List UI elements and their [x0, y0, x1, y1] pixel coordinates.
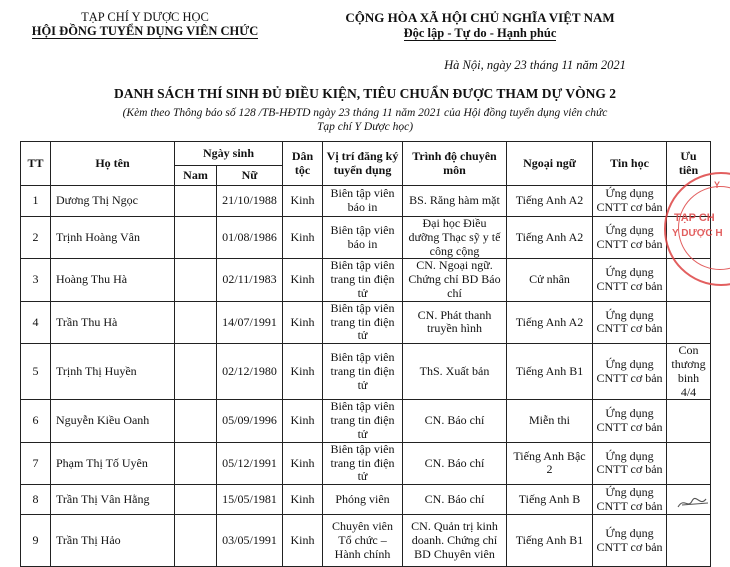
cell-priority — [667, 442, 711, 484]
cell-it: Ứng dụng CNTT cơ bản — [593, 442, 667, 484]
signature-scribble-icon — [676, 495, 712, 511]
cell-language: Tiếng Anh B1 — [507, 344, 593, 400]
candidate-table — [20, 141, 711, 567]
cell-position: Phóng viên — [323, 485, 403, 515]
document-title: DANH SÁCH THÍ SINH ĐỦ ĐIỀU KIỆN, TIÊU CHUẨN ĐƯỢC THAM DỰ VÒNG 2 — [113, 86, 617, 101]
cell-male — [175, 217, 217, 259]
cell-position: Biên tập viên trang tin điện tử — [323, 301, 403, 343]
cell-male — [175, 515, 217, 567]
cell-it: Ứng dụng CNTT cơ bản — [593, 301, 667, 343]
stamp-text-2: Y DƯỢC H — [672, 228, 723, 239]
cell-position: Biên tập viên báo in — [323, 186, 403, 217]
cell-female: 02/11/1983 — [217, 259, 283, 301]
org-line-1: TẠP CHÍ Y DƯỢC HỌC — [81, 10, 209, 24]
subtitle-line-2: Tạp chí Y Dược học) — [316, 121, 414, 133]
cell-tt: 7 — [21, 442, 51, 484]
cell-tt: 4 — [21, 301, 51, 343]
cell-ethnic: Kinh — [283, 344, 323, 400]
cell-ethnic: Kinh — [283, 217, 323, 259]
cell-ethnic: Kinh — [283, 442, 323, 484]
cell-tt: 2 — [21, 217, 51, 259]
cell-education: CN. Quản trị kinh doanh. Chứng chỉ BD Chuyên viên — [403, 515, 507, 567]
cell-ethnic: Kinh — [283, 515, 323, 567]
cell-it: Ứng dụng CNTT cơ bản — [593, 515, 667, 567]
cell-male — [175, 400, 217, 442]
table-row — [21, 515, 711, 567]
cell-language: Tiếng Anh B1 — [507, 515, 593, 567]
cell-education: ThS. Xuất bản — [403, 344, 507, 400]
cell-language: Tiếng Anh A2 — [507, 217, 593, 259]
cell-name: Trịnh Hoàng Vân — [51, 217, 175, 259]
cell-it: Ứng dụng CNTT cơ bản — [593, 259, 667, 301]
header-female: Nữ — [217, 166, 283, 186]
table-row — [21, 186, 711, 217]
cell-name: Trần Thị Vân Hằng — [51, 485, 175, 515]
cell-male — [175, 485, 217, 515]
cell-language: Miễn thi — [507, 400, 593, 442]
cell-education: CN. Ngoại ngữ. Chứng chỉ BD Báo chí — [403, 259, 507, 301]
cell-male — [175, 186, 217, 217]
table-row — [21, 485, 711, 515]
table-row — [21, 217, 711, 259]
cell-position: Chuyên viên Tổ chức – Hành chính — [323, 515, 403, 567]
header-dob: Ngày sinh — [175, 142, 283, 166]
cell-position: Biên tập viên trang tin điện tử — [323, 400, 403, 442]
cell-male — [175, 301, 217, 343]
cell-female: 15/05/1981 — [217, 485, 283, 515]
cell-ethnic: Kinh — [283, 400, 323, 442]
subtitle-line-1: (Kèm theo Thông báo số 128 /TB-HĐTD ngày 23 tháng 11 năm 2021 của Hội đồng tuyển dụng viên chức — [122, 107, 608, 119]
cell-language: Tiếng Anh A2 — [507, 301, 593, 343]
cell-ethnic: Kinh — [283, 259, 323, 301]
cell-education: BS. Răng hàm mặt — [403, 186, 507, 217]
cell-it: Ứng dụng CNTT cơ bản — [593, 344, 667, 400]
signature-mark — [676, 495, 712, 514]
cell-female: 03/05/1991 — [217, 515, 283, 567]
motto-text: Độc lập - Tự do - Hạnh phúc — [403, 26, 557, 40]
cell-male — [175, 442, 217, 484]
cell-female: 02/12/1980 — [217, 344, 283, 400]
cell-education: CN. Báo chí — [403, 400, 507, 442]
cell-it: Ứng dụng CNTT cơ bản — [593, 485, 667, 515]
cell-position: Biên tập viên báo in — [323, 217, 403, 259]
cell-tt: 1 — [21, 186, 51, 217]
org-line-2 — [20, 24, 270, 39]
header-language: Ngoại ngữ — [507, 142, 593, 186]
cell-language: Tiếng Anh B — [507, 485, 593, 515]
table-row — [21, 259, 711, 301]
table-row — [21, 400, 711, 442]
document-date: Hà Nội, ngày 23 tháng 11 năm 2021 — [444, 58, 626, 72]
cell-education: CN. Phát thanh truyền hình — [403, 301, 507, 343]
cell-language: Tiếng Anh A2 — [507, 186, 593, 217]
cell-position: Biên tập viên trang tin điện tử — [323, 344, 403, 400]
cell-ethnic: Kinh — [283, 485, 323, 515]
header-male: Nam — [175, 166, 217, 186]
stamp-text-1: TẠP CH — [674, 212, 715, 224]
cell-it: Ứng dụng CNTT cơ bản — [593, 186, 667, 217]
header-ethnic: Dân tộc — [283, 142, 323, 186]
table-row — [21, 301, 711, 343]
cell-female: 05/12/1991 — [217, 442, 283, 484]
cell-female: 05/09/1996 — [217, 400, 283, 442]
table-row — [21, 442, 711, 484]
cell-priority — [667, 400, 711, 442]
cell-it: Ứng dụng CNTT cơ bản — [593, 217, 667, 259]
cell-male — [175, 259, 217, 301]
cell-tt: 6 — [21, 400, 51, 442]
stamp-top-text: Y — [714, 180, 721, 190]
cell-position: Biên tập viên trang tin điện tử — [323, 259, 403, 301]
cell-tt: 3 — [21, 259, 51, 301]
table-body — [21, 186, 711, 567]
cell-tt: 5 — [21, 344, 51, 400]
cell-name: Phạm Thị Tố Uyên — [51, 442, 175, 484]
cell-it: Ứng dụng CNTT cơ bản — [593, 400, 667, 442]
cell-education: CN. Báo chí — [403, 442, 507, 484]
cell-name: Trần Thu Hà — [51, 301, 175, 343]
cell-name: Dương Thị Ngọc — [51, 186, 175, 217]
header-education: Trình độ chuyên môn — [403, 142, 507, 186]
country-line-2 — [330, 26, 630, 41]
table-row — [21, 344, 711, 400]
cell-language: Tiếng Anh Bậc 2 — [507, 442, 593, 484]
cell-priority — [667, 301, 711, 343]
cell-female: 01/08/1986 — [217, 217, 283, 259]
cell-female: 14/07/1991 — [217, 301, 283, 343]
cell-name: Trần Thị Hảo — [51, 515, 175, 567]
cell-position: Biên tập viên trang tin điện tử — [323, 442, 403, 484]
cell-name: Hoàng Thu Hà — [51, 259, 175, 301]
header-position: Vị trí đăng ký tuyển dụng — [323, 142, 403, 186]
cell-priority: Con thương binh 4/4 — [667, 344, 711, 400]
header-it: Tin học — [593, 142, 667, 186]
header-tt: TT — [21, 142, 51, 186]
cell-name: Nguyễn Kiều Oanh — [51, 400, 175, 442]
org-line-2-text: HỘI ĐỒNG TUYỂN DỤNG VIÊN CHỨC — [31, 24, 259, 38]
header-name: Họ tên — [51, 142, 175, 186]
cell-ethnic: Kinh — [283, 301, 323, 343]
cell-priority — [667, 515, 711, 567]
cell-language: Cử nhân — [507, 259, 593, 301]
country-line-1: CỘNG HÒA XÃ HỘI CHỦ NGHĨA VIỆT NAM — [345, 10, 615, 25]
cell-education: Đại học Điều dưỡng Thạc sỹ y tế công cộng — [403, 217, 507, 259]
header-priority: Ưu tiên — [667, 142, 711, 186]
cell-name: Trịnh Thị Huyền — [51, 344, 175, 400]
cell-education: CN. Báo chí — [403, 485, 507, 515]
cell-female: 21/10/1988 — [217, 186, 283, 217]
cell-male — [175, 344, 217, 400]
cell-ethnic: Kinh — [283, 186, 323, 217]
cell-tt: 8 — [21, 485, 51, 515]
cell-tt: 9 — [21, 515, 51, 567]
